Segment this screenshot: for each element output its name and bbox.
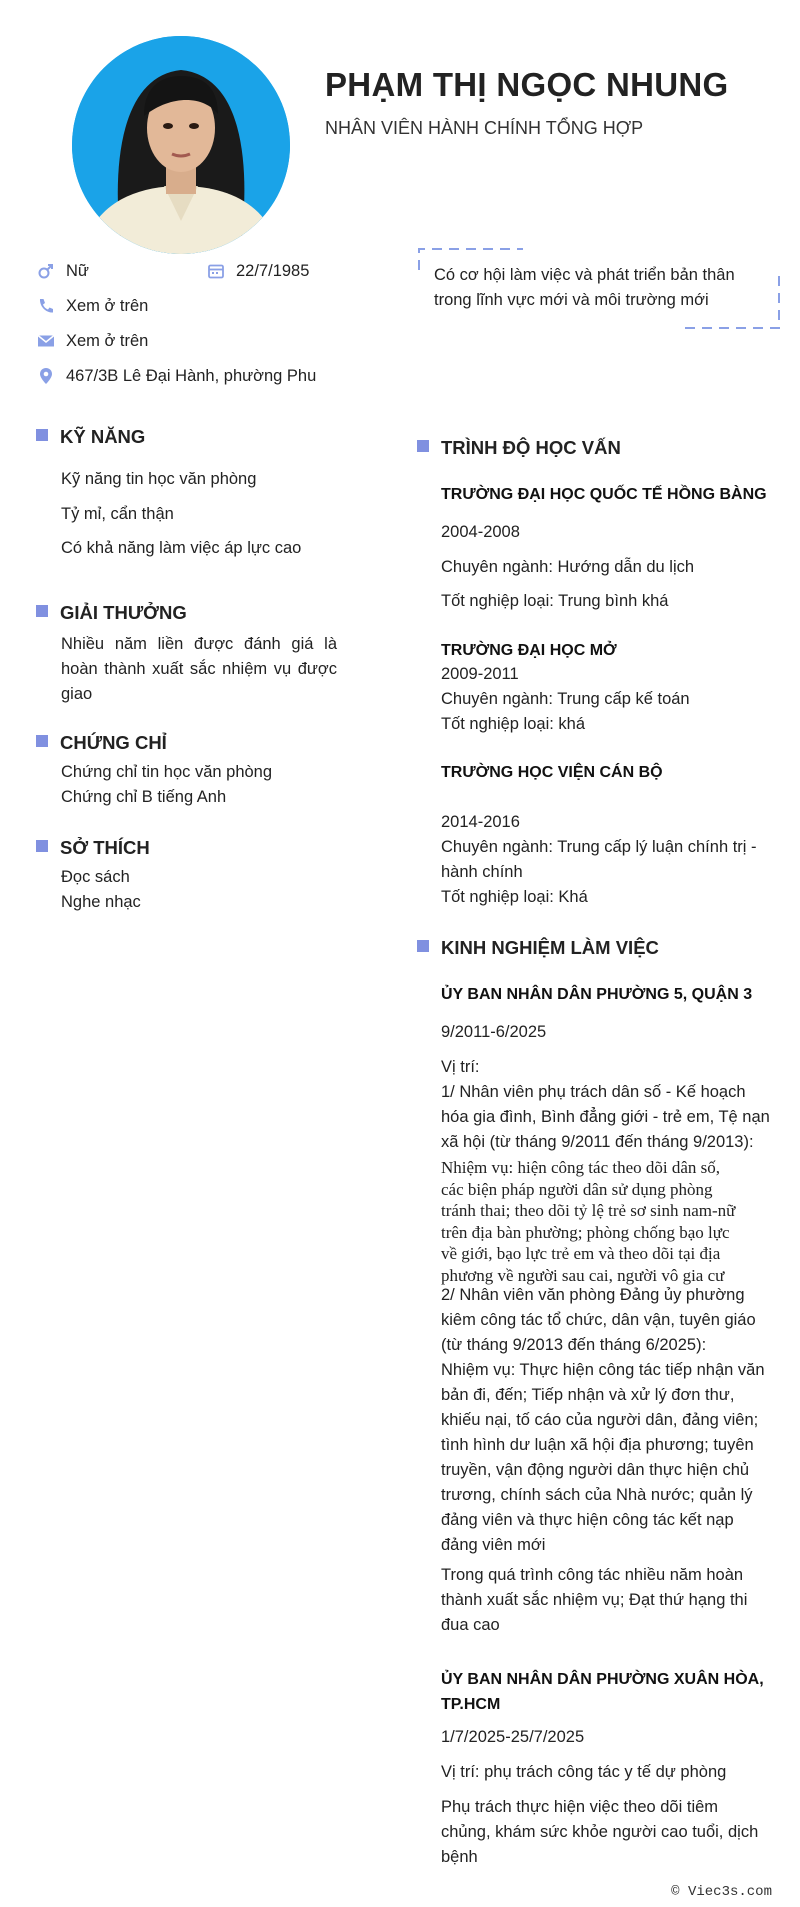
school-period: 2009-2011	[441, 665, 519, 683]
school-name: TRƯỜNG HỌC VIỆN CÁN BỘ	[441, 764, 663, 781]
school-major-cont: hành chính	[441, 863, 523, 881]
section-marker	[36, 429, 48, 441]
section-marker	[36, 735, 48, 747]
job-position: Vị trí: phụ trách công tác y tế dự phòng	[441, 1763, 727, 1781]
hobby-item: Đọc sách	[61, 868, 130, 886]
awards-text: Nhiều năm liền được đánh giá là hoàn thành xuất sắc nhiệm vụ được giao	[61, 635, 337, 703]
job-duties: Phụ trách thực hiện việc theo dõi tiêm chủng, khám sức khỏe người cao tuổi, dịch bệnh	[441, 1798, 759, 1866]
school-name: TRƯỜNG ĐẠI HỌC QUỐC TẾ HỒNG BÀNG	[441, 486, 767, 503]
avatar	[72, 36, 290, 254]
job-title: NHÂN VIÊN HÀNH CHÍNH TỔNG HỢP	[325, 118, 644, 138]
gender-value: Nữ	[66, 261, 89, 280]
school-period: 2014-2016	[441, 813, 520, 831]
skill-item: Tỷ mỉ, cẩn thận	[61, 505, 174, 523]
school-major: Chuyên ngành: Trung cấp kế toán	[441, 690, 690, 708]
calendar-icon	[206, 261, 226, 281]
job-description: 2/ Nhân viên văn phòng Đảng ủy phường kiêm công tác tổ chức, dân vận, tuyên giáo (từ tháng 9/2013 đến tháng 6/2025): Nhiệm vụ: Thực hiện công tác tiếp nhận văn bản đi, đến; Tiếp nhận và xử lý đơn thư, khiếu nại, tố cáo của người dân, đảng viên; tình hình dư luận xã hội địa phương; tuyên truyền, vận động người dân thực hiện chủ trương, chính sách của Nhà nước; quản lý đảng viên và thực hiện công tác kết nạp đảng viên mới	[441, 1286, 765, 1554]
school-major: Chuyên ngành: Trung cấp lý luận chính trị -	[441, 838, 757, 856]
objective-line: Có cơ hội làm việc và phát triển bản thân	[434, 266, 735, 284]
certificate-item: Chứng chỉ tin học văn phòng	[61, 763, 273, 781]
job-description: Vị trí: 1/ Nhân viên phụ trách dân số - Kế hoạch hóa gia đình, Bình đẳng giới - trẻ em, Tệ nạn xã hội (từ tháng 9/2011 đến tháng 9/2013):	[441, 1058, 770, 1151]
address-value: 467/3B Lê Đại Hành, phường Phu	[66, 366, 317, 385]
location-icon	[36, 366, 56, 386]
awards-title: GIẢI THƯỞNG	[36, 602, 187, 624]
school-name: TRƯỜNG ĐẠI HỌC MỞ	[441, 642, 617, 659]
school-grade: Tốt nghiệp loại: Trung bình khá	[441, 592, 669, 610]
section-marker	[36, 605, 48, 617]
school-period: 2004-2008	[441, 523, 520, 541]
certificates-title: CHỨNG CHỈ	[36, 732, 167, 754]
skill-item: Kỹ năng tin học văn phòng	[61, 470, 257, 488]
job-org: ỦY BAN NHÂN DÂN PHƯỜNG XUÂN HÒA, TP.HCM	[441, 1671, 764, 1713]
job-period: 1/7/2025-25/7/2025	[441, 1728, 585, 1746]
email-value: Xem ở trên	[66, 331, 149, 350]
email-row	[36, 331, 148, 351]
hobbies-title: SỞ THÍCH	[36, 837, 150, 859]
job-duties: Nhiệm vụ: hiện công tác theo dõi dân số, các biện pháp người dân sử dụng phòng tránh thai; theo dõi tỷ lệ trẻ sơ sinh nam-nữ trên địa bàn phường; phòng chống bạo lực về giới, bạo lực trẻ em và theo dõi tại địa phương về người sau cai, người vô gia cư	[441, 1158, 736, 1285]
career-objective	[418, 248, 778, 328]
phone-icon	[36, 296, 56, 316]
section-marker	[417, 940, 429, 952]
job-period: 9/2011-6/2025	[441, 1023, 547, 1041]
address-row	[36, 366, 316, 386]
section-marker	[36, 840, 48, 852]
phone-value: Xem ở trên	[66, 296, 149, 315]
school-major: Chuyên ngành: Hướng dẫn du lịch	[441, 558, 695, 576]
school-grade: Tốt nghiệp loại: khá	[441, 715, 586, 733]
hobby-item: Nghe nhạc	[61, 893, 141, 911]
watermark: © Viec3s.com	[671, 1884, 772, 1900]
phone-row	[36, 296, 148, 316]
school-grade: Tốt nghiệp loại: Khá	[441, 888, 588, 906]
gender-icon	[36, 261, 56, 281]
job-org: ỦY BAN NHÂN DÂN PHƯỜNG 5, QUẬN 3	[441, 986, 753, 1003]
gender-row	[36, 261, 89, 281]
experience-title: KINH NGHIỆM LÀM VIỆC	[417, 937, 659, 959]
candidate-name: PHẠM THỊ NGỌC NHUNG	[325, 66, 729, 103]
job-achievement: Trong quá trình công tác nhiều năm hoàn thành xuất sắc nhiệm vụ; Đạt thứ hạng thi đua cao	[441, 1566, 748, 1634]
certificate-item: Chứng chỉ B tiếng Anh	[61, 788, 227, 806]
objective-line: trong lĩnh vực mới và môi trường mới	[434, 291, 709, 309]
skills-title: KỸ NĂNG	[36, 426, 145, 448]
mail-icon	[36, 331, 56, 351]
birthday-value: 22/7/1985	[236, 261, 310, 280]
skill-item: Có khả năng làm việc áp lực cao	[61, 539, 302, 557]
section-marker	[417, 440, 429, 452]
birthday-row	[206, 261, 309, 281]
education-title: TRÌNH ĐỘ HỌC VẤN	[417, 437, 621, 459]
